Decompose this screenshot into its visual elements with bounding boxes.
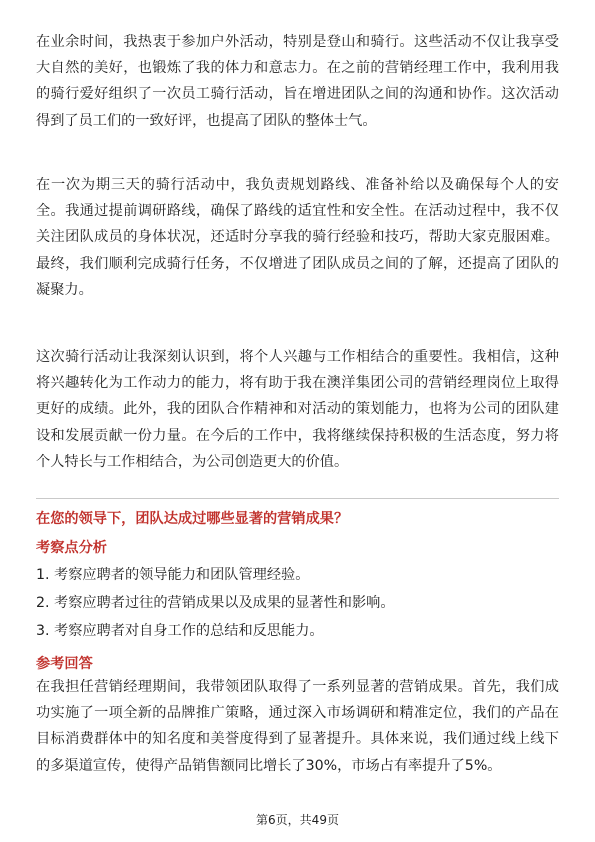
- body-paragraph-hobbies: 在业余时间，我热衷于参加户外活动，特别是登山和骑行。这些活动不仅让我享受大自然的美好，也锻炼了我的体力和意志力。在之前的营销经理工作中，我利用我的骑行爱好组织了一次员工骑行活动，旨在增进团队之间的沟通和协作。这次活动得到了员工们的一致好评，也提高了团队的整体士气。: [36, 34, 559, 129]
- body-paragraph-reflection: 这次骑行活动让我深刻认识到，将个人兴趣与工作相结合的重要性。我相信，这种将兴趣转化为工作动力的能力，将有助于我在澳洋集团公司的营销经理岗位上取得更好的成绩。此外，我的团队合作精神和对活动的策划能力，也将为公司的团队建设和发展贡献一份力量。在今后的工作中，我将继续保持积极的生活态度，努力将个人特长与工作相结合，为公司创造更大的价值。: [36, 349, 559, 470]
- analysis-item: 1. 考察应聘者的领导能力和团队管理经验。: [36, 567, 310, 583]
- section-divider: [36, 498, 559, 499]
- page-number-footer: 第6页，共49页: [256, 813, 339, 827]
- analysis-item: 3. 考察应聘者对自身工作的总结和反思能力。: [36, 623, 324, 639]
- analysis-heading: 考察点分析: [36, 540, 107, 556]
- document-page: [36, 0, 559, 842]
- analysis-item: 2. 考察应聘者过往的营销成果以及成果的显著性和影响。: [36, 595, 395, 611]
- body-paragraph-cycling-trip: 在一次为期三天的骑行活动中，我负责规划路线、准备补给以及确保每个人的安全。我通过提前调研路线，确保了路线的适宜性和安全性。在活动过程中，我不仅关注团队成员的身体状况，还适时分享我的骑行经验和技巧，帮助大家克服困难。最终，我们顺利完成骑行任务，不仅增进了团队成员之间的了解，还提高了团队的凝聚力。: [36, 177, 559, 298]
- interview-question: 在您的领导下，团队达成过哪些显著的营销成果？: [36, 511, 349, 527]
- answer-paragraph: 在我担任营销经理期间，我带领团队取得了一系列显著的营销成果。首先，我们成功实施了一项全新的品牌推广策略，通过深入市场调研和精准定位，我们的产品在目标消费群体中的知名度和美誉度得到了显著提升。具体来说，我们通过线上线下的多渠道宣传，使得产品销售额同比增长了30%，市场占有率提升了5%。: [36, 679, 559, 774]
- answer-heading: 参考回答: [36, 656, 93, 672]
